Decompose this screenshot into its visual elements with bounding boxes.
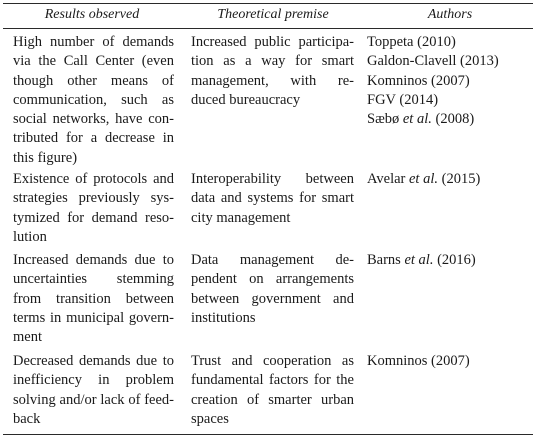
author-name: Sæbø xyxy=(367,111,403,128)
theoretical-premise-cell-line: institutions xyxy=(191,309,256,326)
table-bottom-rule xyxy=(3,434,533,435)
results-observed-cell xyxy=(13,352,174,429)
results-observed-cell-line: lution xyxy=(13,228,47,245)
author-name: Komninos (2007) xyxy=(367,72,470,89)
theoretical-premise-cell-line: data and systems for smart xyxy=(191,190,354,207)
author-year: (2008) xyxy=(431,111,475,128)
author-citation xyxy=(367,91,499,110)
theoretical-premise-cell-line: Trust and cooperation as xyxy=(191,353,354,369)
author-citation xyxy=(367,52,499,71)
results-observed-cell-line: though other means of xyxy=(13,72,174,89)
theoretical-premise-cell-line: fundamental factors for the xyxy=(191,372,354,389)
author-et-al: et al. xyxy=(409,171,438,187)
theoretical-premise-cell-line: creation of smarter urban xyxy=(191,391,354,408)
results-observed-cell xyxy=(13,33,174,168)
header-results-observed: Results observed xyxy=(44,7,140,22)
author-citation xyxy=(367,110,499,129)
theoretical-premise-cell-line: duced bureaucracy xyxy=(191,91,301,108)
results-observed-cell-line: Decreased demands due to xyxy=(13,353,174,369)
results-observed-cell-line: High number of demands xyxy=(13,34,174,50)
author-et-al: et al. xyxy=(402,111,432,128)
results-observed-cell-line: uncertainties stemming xyxy=(13,271,174,288)
theoretical-premise-cell-line: between government and xyxy=(191,290,354,307)
results-observed-cell-line: from transition between xyxy=(13,290,174,307)
results-observed-cell-line: via the Call Center (even xyxy=(13,53,174,70)
author-citation xyxy=(367,251,476,270)
results-observed-cell-line: communication, such as xyxy=(13,91,174,108)
author-name: Avelar xyxy=(367,171,409,187)
authors-cell xyxy=(367,33,499,129)
results-observed-cell-line: inefficiency in problem xyxy=(13,372,174,389)
results-observed-cell-line: ment xyxy=(13,329,42,346)
results-observed-cell-line: Existence of protocols and xyxy=(13,171,174,187)
results-observed-cell-line: social networks, have con- xyxy=(13,111,174,128)
author-name: Galdon-Clavell (2013) xyxy=(367,53,499,70)
author-citation xyxy=(367,72,499,91)
theoretical-premise-cell-line: tion as a way for smart xyxy=(191,53,354,70)
authors-cell xyxy=(367,251,476,270)
results-observed-cell-line: terms in municipal govern- xyxy=(13,309,174,326)
results-observed-cell-line: tributed for a decrease in xyxy=(13,130,174,147)
theoretical-premise-cell-line: city management xyxy=(191,209,291,226)
table-header-rule xyxy=(3,28,533,29)
author-citation xyxy=(367,33,499,52)
theoretical-premise-cell xyxy=(191,352,354,429)
theoretical-premise-cell-line: spaces xyxy=(191,410,229,427)
author-year: (2015) xyxy=(438,171,481,187)
results-observed-cell-line: Increased demands due to xyxy=(13,252,174,268)
theoretical-premise-cell xyxy=(191,170,354,228)
theoretical-premise-cell-line: pendent on arrangements xyxy=(191,271,354,288)
author-year: (2016) xyxy=(433,252,476,268)
results-observed-cell xyxy=(13,251,174,347)
results-observed-cell xyxy=(13,170,174,247)
authors-cell xyxy=(367,170,480,189)
theoretical-premise-cell-line: management, with re- xyxy=(191,72,354,89)
author-name: FGV (2014) xyxy=(367,91,439,108)
table-top-rule xyxy=(3,3,533,4)
author-citation xyxy=(367,352,470,371)
header-theoretical-premise: Theoretical premise xyxy=(217,7,329,22)
results-observed-cell-line: solving and/or lack of feed- xyxy=(13,391,174,408)
author-et-al: et al. xyxy=(404,252,434,268)
author-name: Komninos (2007) xyxy=(367,353,470,369)
theoretical-premise-cell-line: Increased public participa- xyxy=(191,34,354,50)
theoretical-premise-cell-line: Data management de- xyxy=(191,252,354,268)
author-citation xyxy=(367,170,480,189)
authors-cell xyxy=(367,352,470,371)
theoretical-premise-cell-line: Interoperability between xyxy=(191,171,354,187)
author-name: Toppeta (2010) xyxy=(367,34,456,50)
results-observed-cell-line: back xyxy=(13,410,41,427)
author-name: Barns xyxy=(367,252,405,268)
theoretical-premise-cell xyxy=(191,33,354,110)
results-observed-cell-line: this figure) xyxy=(13,149,78,166)
theoretical-premise-cell xyxy=(191,251,354,328)
header-authors: Authors xyxy=(427,7,473,22)
results-observed-cell-line: strategies previously sys- xyxy=(13,190,174,207)
results-observed-cell-line: tymized for demand reso- xyxy=(13,209,174,226)
